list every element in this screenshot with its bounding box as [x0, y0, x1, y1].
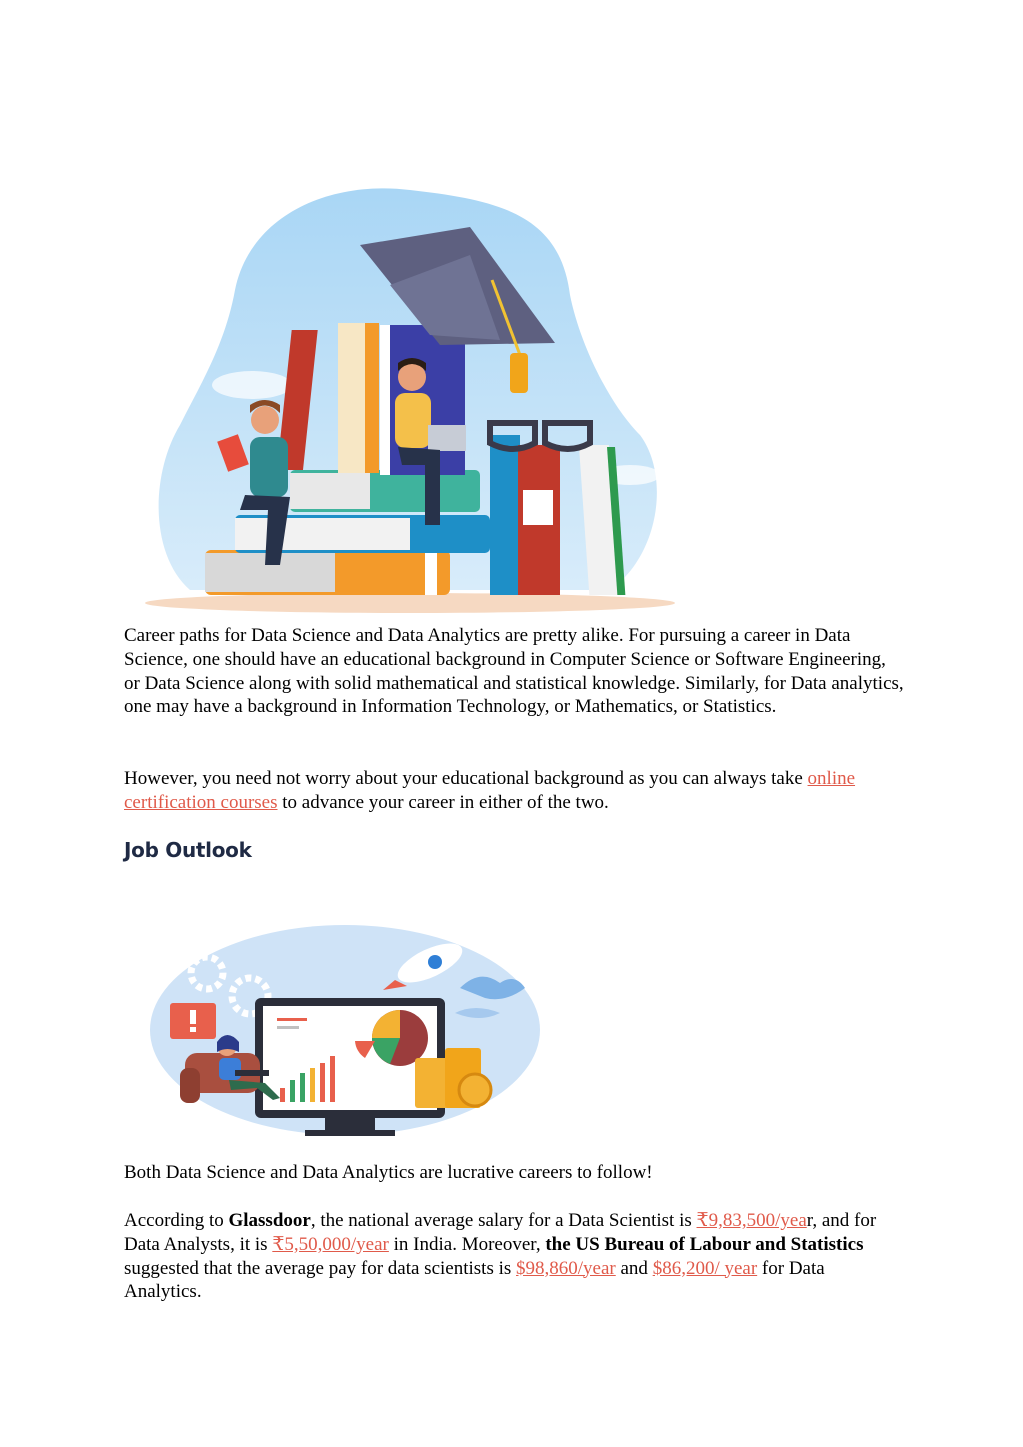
text-segment: for Data Analytics. — [124, 1257, 825, 1303]
text-after-link: to advance your career in either of the two. — [277, 791, 609, 813]
text-before-link: However, you need not worry about your educational background as you can always take — [124, 768, 808, 789]
text-segment: , the national average salary for a Data Scientist is — [310, 1210, 697, 1231]
text-segment: r, and for Data Analysts, it is — [124, 1210, 877, 1255]
paragraph-text: Both Data Science and Data Analytics are lucrative careers to follow! — [124, 1162, 653, 1183]
text-segment: and — [615, 1257, 653, 1279]
career-paths-paragraph — [124, 624, 904, 719]
data-analyst-us-salary-link[interactable]: $86,200/ year — [652, 1257, 758, 1279]
data-scientist-india-salary-link[interactable]: ₹9,83,500/yea — [696, 1210, 807, 1231]
paragraph-text — [124, 1209, 904, 1304]
online-certification-courses-link[interactable]: online certification courses — [124, 768, 856, 813]
glassdoor-bold: Glassdoor — [228, 1210, 311, 1231]
text-segment: suggested that the average pay for data scientists is — [124, 1257, 517, 1279]
analytics-dashboard-icon — [145, 918, 545, 1140]
paragraph-text — [124, 767, 904, 815]
job-outlook-heading: Job Outlook — [124, 838, 252, 862]
data-scientist-us-salary-link[interactable]: $98,860/year — [516, 1257, 616, 1279]
salary-paragraph — [124, 1209, 904, 1304]
data-analyst-india-salary-link[interactable]: ₹5,50,000/year — [272, 1233, 389, 1255]
certification-paragraph — [124, 767, 904, 815]
us-bureau-bold: the US Bureau of Labour and Statistics — [545, 1233, 864, 1255]
paragraph-text: Career paths for Data Science and Data Analytics are pretty alike. For pursuing a career in Data Science, one should have an educational background in Computer Science or Software Engineering, or Data Science along with solid mathematical and statistical knowledge. Similarly, for Data analytics, one may have a background in Information Technology, or Mathematics, or Statistics. — [124, 625, 904, 718]
education-books-graduation-icon — [140, 175, 680, 620]
text-segment: According to — [124, 1210, 229, 1231]
lucrative-careers-paragraph — [124, 1161, 904, 1185]
text-segment: in India. Moreover, — [388, 1233, 546, 1255]
